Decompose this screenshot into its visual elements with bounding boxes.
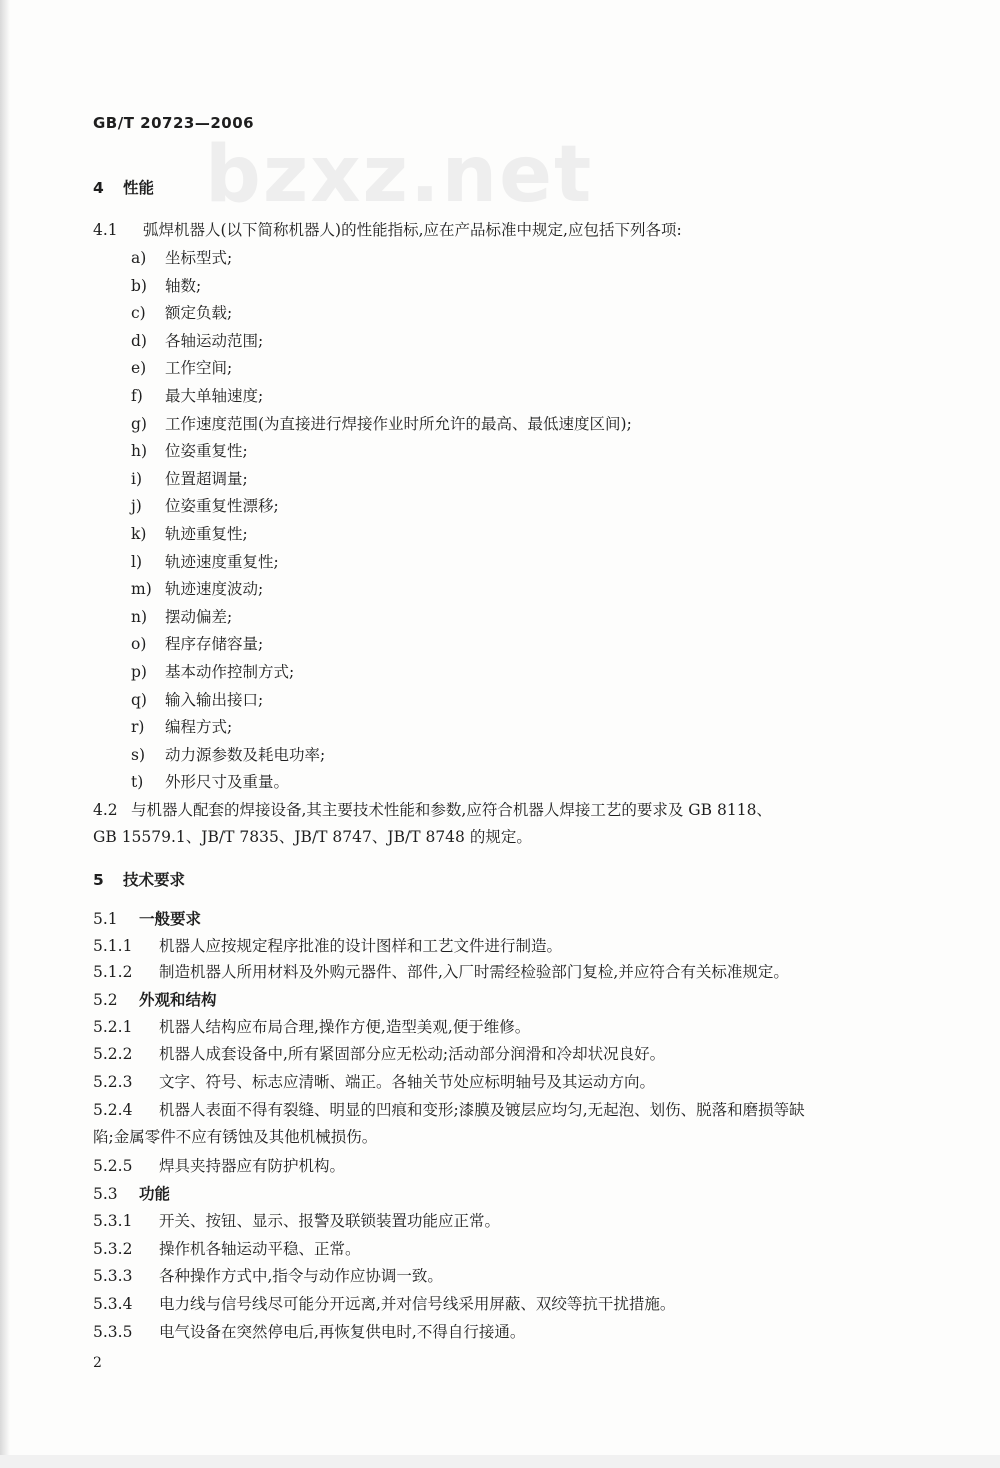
clause-5-3-2 xyxy=(93,1239,361,1259)
list-item-label: a) xyxy=(131,249,147,267)
list-item xyxy=(131,386,263,406)
section-number: 4 xyxy=(93,179,104,197)
subsection-title: 一般要求 xyxy=(139,910,202,928)
clause-5-3-1 xyxy=(93,1211,500,1231)
list-item-text: 摆动偏差; xyxy=(165,607,233,626)
list-item-label: r) xyxy=(131,718,145,737)
clause-text: 机器人结构应布局合理,操作方便,造型美观,便于维修。 xyxy=(159,1018,531,1036)
clause-number: 4.1 xyxy=(93,221,118,239)
clause-text: 操作机各轴运动平稳、正常。 xyxy=(159,1240,361,1258)
subsection-number: 5.1 xyxy=(93,910,118,928)
clause-text: 各种操作方式中,指令与动作应协调一致。 xyxy=(159,1267,443,1285)
list-item-label: h) xyxy=(131,442,148,461)
clause-text-line-1: 与机器人配套的焊接设备,其主要技术性能和参数,应符合机器人焊接工艺的要求及 GB 8118、 xyxy=(131,801,772,819)
subsection-number: 5.2 xyxy=(93,991,118,1009)
list-item-text: 位置超调量; xyxy=(165,469,248,488)
list-item xyxy=(131,441,248,461)
clause-number: 5.1.2 xyxy=(93,963,133,981)
list-item-label: q) xyxy=(131,690,147,709)
section-number: 5 xyxy=(93,871,104,889)
list-item xyxy=(131,579,263,599)
list-item-label: e) xyxy=(131,359,147,378)
clause-5-2-4 xyxy=(93,1100,805,1120)
clause-4-1 xyxy=(93,220,682,240)
list-item-label: i) xyxy=(131,469,143,488)
subsection-number: 5.3 xyxy=(93,1185,118,1203)
clause-5-1-1 xyxy=(93,936,562,956)
clause-number: 5.2.5 xyxy=(93,1157,133,1175)
clause-text: 机器人应按规定程序批准的设计图样和工艺文件进行制造。 xyxy=(159,937,563,955)
list-item xyxy=(131,358,232,378)
clause-5-1-2 xyxy=(93,962,789,982)
list-item xyxy=(131,248,232,268)
list-item-text: 程序存储容量; xyxy=(165,635,264,654)
list-item-text: 基本动作控制方式; xyxy=(165,663,295,681)
clause-number: 5.2.3 xyxy=(93,1073,133,1091)
clause-number: 5.3.4 xyxy=(93,1295,133,1313)
list-item-label: m) xyxy=(131,580,152,599)
list-item-label: k) xyxy=(131,525,147,543)
clause-5-2-3 xyxy=(93,1072,655,1092)
clause-text: 电气设备在突然停电后,再恢复供电时,不得自行接通。 xyxy=(159,1323,526,1341)
clause-text: 电力线与信号线尽可能分开远离,并对信号线采用屏蔽、双绞等抗干扰措施。 xyxy=(159,1295,676,1313)
list-item-label: n) xyxy=(131,607,148,626)
list-item-label: p) xyxy=(131,663,147,681)
page-number: 2 xyxy=(93,1355,102,1371)
list-item-text: 编程方式; xyxy=(165,718,233,737)
list-item-label: s) xyxy=(131,745,146,764)
section-5-heading xyxy=(93,870,185,890)
list-item xyxy=(131,469,248,489)
list-item-label: t) xyxy=(131,773,144,792)
list-item-text: 位姿重复性; xyxy=(165,442,248,461)
clause-5-3-5 xyxy=(93,1322,525,1342)
clause-5-2-2 xyxy=(93,1044,665,1064)
list-item xyxy=(131,276,201,296)
clause-5-2-5 xyxy=(93,1156,345,1176)
subsection-title: 功能 xyxy=(139,1185,171,1203)
subsection-5-2 xyxy=(93,990,217,1010)
list-item xyxy=(131,552,279,572)
watermark: bzxz.net xyxy=(205,130,594,220)
clause-text: 文字、符号、标志应清晰、端正。各轴关节处应标明轴号及其运动方向。 xyxy=(159,1073,656,1091)
section-title: 技术要求 xyxy=(123,871,186,889)
bottom-scan-edge xyxy=(0,1455,1000,1468)
clause-4-2 xyxy=(93,800,772,820)
clause-text: 机器人表面不得有裂缝、明显的凹痕和变形;漆膜及镀层应均匀,无起泡、划伤、脱落和磨损等缺 xyxy=(159,1101,805,1119)
list-item xyxy=(131,745,325,765)
list-item-label: c) xyxy=(131,304,146,323)
list-item xyxy=(131,331,263,351)
list-item xyxy=(131,662,294,682)
clause-5-2-4-line-2: 陷;金属零件不应有锈蚀及其他机械损伤。 xyxy=(93,1128,378,1146)
list-item-text: 坐标型式; xyxy=(165,249,233,267)
subsection-title: 外观和结构 xyxy=(139,991,217,1009)
list-item-text: 各轴运动范围; xyxy=(165,331,264,350)
clause-5-2-1 xyxy=(93,1017,530,1037)
clause-text: 焊具夹持器应有防护机构。 xyxy=(159,1157,346,1175)
list-item-label: g) xyxy=(131,414,147,433)
list-item xyxy=(131,496,279,516)
list-item xyxy=(131,634,263,654)
clause-text: 机器人成套设备中,所有紧固部分应无松动;活动部分润滑和冷却状况良好。 xyxy=(159,1045,666,1063)
list-item-label: f) xyxy=(131,387,143,405)
list-item-text: 额定负载; xyxy=(165,304,233,323)
list-item-text: 工作速度范围(为直接进行焊接作业时所允许的最高、最低速度区间); xyxy=(165,414,632,433)
clause-number: 5.2.2 xyxy=(93,1045,133,1063)
clause-number: 5.3.5 xyxy=(93,1323,133,1341)
clause-number: 5.3.3 xyxy=(93,1267,133,1285)
clause-4-2-line-2: GB 15579.1、JB/T 7835、JB/T 8747、JB/T 8748 的规定。 xyxy=(93,828,532,846)
list-item-text: 轨迹重复性; xyxy=(165,525,248,543)
clause-text: 开关、按钮、显示、报警及联锁装置功能应正常。 xyxy=(159,1212,501,1230)
list-item xyxy=(131,524,248,544)
clause-number: 5.3.1 xyxy=(93,1212,133,1230)
list-item-label: d) xyxy=(131,331,147,350)
list-item-text: 输入输出接口; xyxy=(165,690,264,709)
clause-5-3-3 xyxy=(93,1266,443,1286)
section-title: 性能 xyxy=(123,179,155,197)
clause-number: 5.2.1 xyxy=(93,1018,133,1036)
list-item-text: 轴数; xyxy=(165,276,202,295)
list-item-label: o) xyxy=(131,635,147,654)
list-item xyxy=(131,717,232,737)
clause-number: 5.1.1 xyxy=(93,937,133,955)
list-item-text: 轨迹速度重复性; xyxy=(165,552,279,571)
clause-number: 4.2 xyxy=(93,801,118,819)
clause-text: 弧焊机器人(以下简称机器人)的性能指标,应在产品标准中规定,应包括下列各项: xyxy=(143,221,682,239)
list-item-text: 动力源参数及耗电功率; xyxy=(165,745,326,764)
list-item xyxy=(131,607,232,627)
list-item xyxy=(131,414,632,434)
list-item-text: 最大单轴速度; xyxy=(165,387,264,405)
list-item xyxy=(131,303,232,323)
clause-5-3-4 xyxy=(93,1294,675,1314)
subsection-5-3 xyxy=(93,1184,170,1204)
list-item-label: b) xyxy=(131,276,147,295)
list-item-text: 工作空间; xyxy=(165,359,233,378)
section-4-heading xyxy=(93,178,154,198)
clause-text: 制造机器人所用材料及外购元器件、部件,入厂时需经检验部门复检,并应符合有关标准规定。 xyxy=(159,963,789,981)
list-item-text: 轨迹速度波动; xyxy=(165,580,264,599)
list-item-text: 位姿重复性漂移; xyxy=(165,497,279,516)
subsection-5-1 xyxy=(93,909,201,929)
standard-code-header: GB/T 20723—2006 xyxy=(93,114,255,132)
scan-edge-shadow xyxy=(0,0,10,1468)
list-item xyxy=(131,690,263,710)
list-item xyxy=(131,772,289,792)
clause-number: 5.3.2 xyxy=(93,1240,133,1258)
list-item-text: 外形尺寸及重量。 xyxy=(165,773,290,792)
list-item-label: l) xyxy=(131,552,143,571)
clause-number: 5.2.4 xyxy=(93,1101,133,1119)
list-item-label: j) xyxy=(131,497,142,516)
